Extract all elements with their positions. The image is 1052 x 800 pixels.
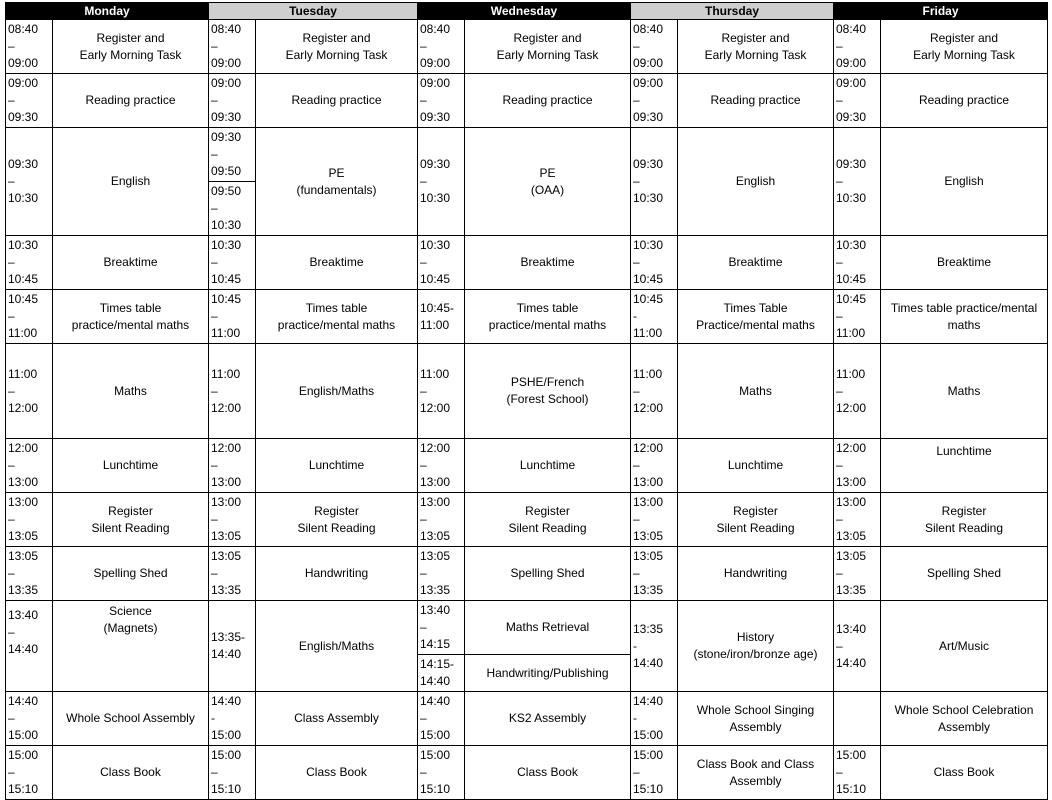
day-header-tuesday: Tuesday xyxy=(209,3,418,20)
time-cell: 08:40 – 09:00 xyxy=(631,20,678,74)
time-cell: 10:30 – 10:45 xyxy=(6,236,53,290)
time-cell: 10:30 – 10:45 xyxy=(209,236,256,290)
time-cell: 13:40 – 14:40 xyxy=(6,601,53,692)
activity-cell: Register and Early Morning Task xyxy=(465,20,631,74)
activity-cell: Class Book xyxy=(256,746,418,800)
activity-cell: PE (OAA) xyxy=(465,128,631,236)
activity-cell: Register and Early Morning Task xyxy=(678,20,834,74)
activity-cell: PE (fundamentals) xyxy=(256,128,418,236)
activity-cell: Breaktime xyxy=(881,236,1048,290)
day-header-friday: Friday xyxy=(834,3,1048,20)
time-cell: 09:00 – 09:30 xyxy=(631,74,678,128)
header-row xyxy=(6,3,1048,20)
time-cell: 13:40 – 14:40 xyxy=(834,601,881,692)
activity-cell: Spelling Shed xyxy=(881,547,1048,601)
time-cell: 09:50 – 10:30 xyxy=(209,182,256,236)
table-row xyxy=(6,439,1048,493)
time-cell: 14:40 - 15:00 xyxy=(631,692,678,746)
activity-cell: Science (Magnets) xyxy=(53,601,209,692)
activity-cell: Spelling Shed xyxy=(465,547,631,601)
time-cell: 15:00 – 15:10 xyxy=(209,746,256,800)
activity-cell: Whole School Celebration Assembly xyxy=(881,692,1048,746)
activity-cell: English xyxy=(53,128,209,236)
activity-cell: Class Assembly xyxy=(256,692,418,746)
time-cell: 10:30 – 10:45 xyxy=(834,236,881,290)
activity-cell: Reading practice xyxy=(256,74,418,128)
time-cell: 09:30 – 10:30 xyxy=(6,128,53,236)
time-cell: 09:30 – 10:30 xyxy=(418,128,465,236)
activity-cell: Handwriting xyxy=(678,547,834,601)
time-cell: 08:40 – 09:00 xyxy=(418,20,465,74)
time-cell: 13:05 – 13:35 xyxy=(834,547,881,601)
activity-cell: Register Silent Reading xyxy=(465,493,631,547)
time-cell: 11:00 – 12:00 xyxy=(209,344,256,439)
time-cell: 08:40 – 09:00 xyxy=(209,20,256,74)
table-row xyxy=(6,20,1048,74)
activity-cell: Breaktime xyxy=(256,236,418,290)
time-cell: 09:30 – 09:50 xyxy=(209,128,256,182)
activity-cell: Lunchtime xyxy=(256,439,418,493)
time-cell: 12:00 – 13:00 xyxy=(834,439,881,493)
activity-cell: Lunchtime xyxy=(53,439,209,493)
time-cell xyxy=(834,692,881,746)
activity-cell: Times table practice/mental maths xyxy=(465,290,631,344)
time-cell: 10:30 – 10:45 xyxy=(418,236,465,290)
table-row xyxy=(6,128,1048,182)
time-cell: 09:00 – 09:30 xyxy=(418,74,465,128)
activity-cell: Times table practice/mental maths xyxy=(881,290,1048,344)
time-cell: 14:40 – 15:00 xyxy=(6,692,53,746)
time-cell: 14:40 - 15:00 xyxy=(209,692,256,746)
time-cell: 13:00 – 13:05 xyxy=(209,493,256,547)
activity-cell: Register and Early Morning Task xyxy=(881,20,1048,74)
activity-cell: Reading practice xyxy=(678,74,834,128)
time-cell: 13:00 – 13:05 xyxy=(418,493,465,547)
activity-cell: Handwriting xyxy=(256,547,418,601)
activity-cell: Register Silent Reading xyxy=(256,493,418,547)
table-row xyxy=(6,74,1048,128)
time-cell: 12:00 – 13:00 xyxy=(631,439,678,493)
activity-cell: Spelling Shed xyxy=(53,547,209,601)
activity-cell: Class Book xyxy=(465,746,631,800)
activity-cell: Lunchtime xyxy=(881,439,1048,493)
activity-cell: Maths Retrieval xyxy=(465,601,631,655)
time-cell: 10:45 – 11:00 xyxy=(209,290,256,344)
table-row xyxy=(6,344,1048,439)
table-row xyxy=(6,290,1048,344)
time-cell: 13:05 – 13:35 xyxy=(418,547,465,601)
time-cell: 08:40 – 09:00 xyxy=(834,20,881,74)
activity-cell: Maths xyxy=(881,344,1048,439)
time-cell: 09:30 – 10:30 xyxy=(631,128,678,236)
activity-cell: KS2 Assembly xyxy=(465,692,631,746)
time-cell: 12:00 – 13:00 xyxy=(209,439,256,493)
time-cell: 11:00 – 12:00 xyxy=(6,344,53,439)
activity-cell: Times table practice/mental maths xyxy=(256,290,418,344)
time-cell: 12:00 – 13:00 xyxy=(6,439,53,493)
activity-cell: Maths xyxy=(53,344,209,439)
activity-cell: Times Table Practice/mental maths xyxy=(678,290,834,344)
time-cell: 13:05 – 13:35 xyxy=(6,547,53,601)
time-cell: 09:30 – 10:30 xyxy=(834,128,881,236)
activity-cell: Class Book xyxy=(881,746,1048,800)
time-cell: 09:00 – 09:30 xyxy=(209,74,256,128)
activity-cell: Breaktime xyxy=(53,236,209,290)
day-header-thursday: Thursday xyxy=(631,3,834,20)
time-cell: 11:00 – 12:00 xyxy=(834,344,881,439)
time-cell: 13:00 – 13:05 xyxy=(834,493,881,547)
time-cell: 13:00 – 13:05 xyxy=(6,493,53,547)
activity-cell: Reading practice xyxy=(465,74,631,128)
activity-cell: Whole School Singing Assembly xyxy=(678,692,834,746)
time-cell: 11:00 – 12:00 xyxy=(631,344,678,439)
activity-cell: Breaktime xyxy=(678,236,834,290)
time-cell: 10:45- 11:00 xyxy=(418,290,465,344)
activity-cell: Breaktime xyxy=(465,236,631,290)
time-cell: 15:00 – 15:10 xyxy=(6,746,53,800)
activity-cell: Whole School Assembly xyxy=(53,692,209,746)
table-row xyxy=(6,601,1048,655)
time-cell: 12:00 – 13:00 xyxy=(418,439,465,493)
day-header-wednesday: Wednesday xyxy=(418,3,631,20)
time-cell: 08:40 – 09:00 xyxy=(6,20,53,74)
activity-cell: Maths xyxy=(678,344,834,439)
activity-cell: Register and Early Morning Task xyxy=(53,20,209,74)
time-cell: 13:40 – 14:15 xyxy=(418,601,465,655)
time-cell: 15:00 – 15:10 xyxy=(418,746,465,800)
time-cell: 14:15- 14:40 xyxy=(418,655,465,692)
time-cell: 10:45 – 11:00 xyxy=(6,290,53,344)
time-cell: 13:00 – 13:05 xyxy=(631,493,678,547)
activity-cell: Register Silent Reading xyxy=(53,493,209,547)
day-header-monday: Monday xyxy=(6,3,209,20)
time-cell: 15:00 – 15:10 xyxy=(834,746,881,800)
activity-cell: Class Book xyxy=(53,746,209,800)
activity-cell: Handwriting/Publishing xyxy=(465,655,631,692)
table-row xyxy=(6,746,1048,800)
activity-cell: Art/Music xyxy=(881,601,1048,692)
time-cell: 10:45 – 11:00 xyxy=(834,290,881,344)
table-row xyxy=(6,692,1048,746)
activity-cell: Reading practice xyxy=(881,74,1048,128)
table-row xyxy=(6,547,1048,601)
activity-cell: English/Maths xyxy=(256,601,418,692)
table-row xyxy=(6,236,1048,290)
time-cell: 15:00 – 15:10 xyxy=(631,746,678,800)
time-cell: 09:00 – 09:30 xyxy=(6,74,53,128)
time-cell: 10:45 - 11:00 xyxy=(631,290,678,344)
activity-cell: History (stone/iron/bronze age) xyxy=(678,601,834,692)
time-cell: 13:05 – 13:35 xyxy=(209,547,256,601)
activity-cell: Lunchtime xyxy=(678,439,834,493)
table-row xyxy=(6,493,1048,547)
time-cell: 13:05 – 13:35 xyxy=(631,547,678,601)
timetable xyxy=(5,2,1048,800)
time-cell: 13:35 - 14:40 xyxy=(631,601,678,692)
activity-cell: Reading practice xyxy=(53,74,209,128)
time-cell: 10:30 – 10:45 xyxy=(631,236,678,290)
activity-cell: English/Maths xyxy=(256,344,418,439)
activity-cell: Lunchtime xyxy=(465,439,631,493)
activity-cell: Class Book and Class Assembly xyxy=(678,746,834,800)
activity-cell: Register Silent Reading xyxy=(678,493,834,547)
time-cell: 14:40 – 15:00 xyxy=(418,692,465,746)
activity-cell: English xyxy=(881,128,1048,236)
activity-cell: Times table practice/mental maths xyxy=(53,290,209,344)
activity-cell: Register Silent Reading xyxy=(881,493,1048,547)
activity-cell: PSHE/French (Forest School) xyxy=(465,344,631,439)
time-cell: 13:35- 14:40 xyxy=(209,601,256,692)
activity-cell: English xyxy=(678,128,834,236)
time-cell: 11:00 – 12:00 xyxy=(418,344,465,439)
activity-cell: Register and Early Morning Task xyxy=(256,20,418,74)
time-cell: 09:00 – 09:30 xyxy=(834,74,881,128)
